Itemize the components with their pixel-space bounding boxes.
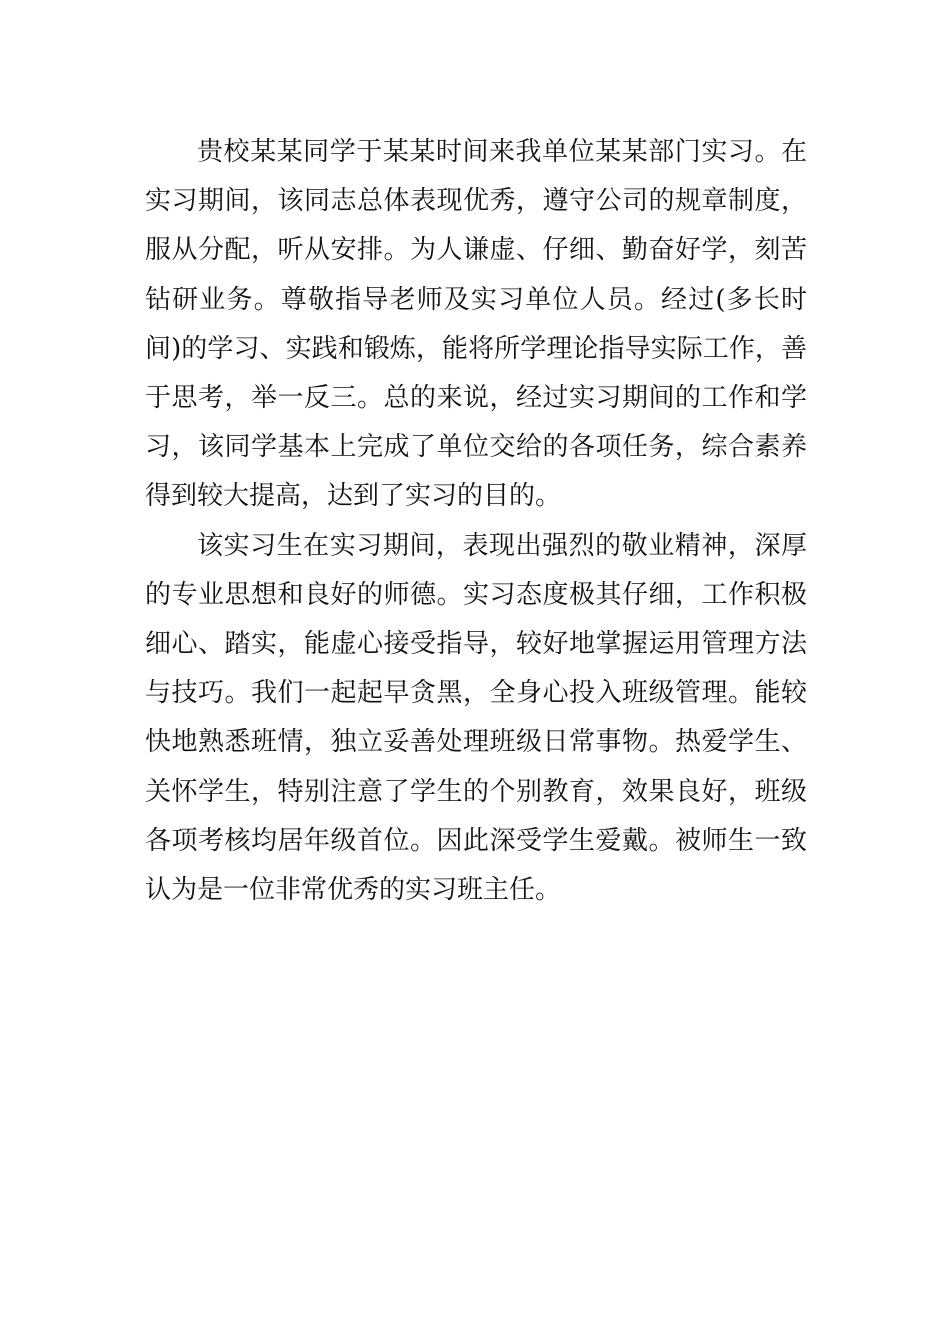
- paragraph-1: 贵校某某同学于某某时间来我单位某某部门实习。在实习期间，该同志总体表现优秀，遵守公司的规章制度，服从分配，听从安排。为人谦虚、仔细、勤奋好学，刻苦钻研业务。尊敬指导老师及实习单位人员。经过(多长时间)的学习、实践和锻炼，能将所学理论指导实际工作，善于思考，举一反三。总的来说，经过实习期间的工作和学习，该同学基本上完成了单位交给的各项任务，综合素养得到较大提高，达到了实习的目的。: [145, 137, 807, 512]
- paragraph-2: 该实习生在实习期间，表现出强烈的敬业精神，深厚的专业思想和良好的师德。实习态度极其仔细，工作积极细心、踏实，能虚心接受指导，较好地掌握运用管理方法与技巧。我们一起起早贪黑，全身心投入班级管理。能较快地熟悉班情，独立妥善处理班级日常事物。热爱学生、关怀学生，特别注意了学生的个别教育，效果良好，班级各项考核均居年级首位。因此深受学生爱戴。被师生一致认为是一位非常优秀的实习班主任。: [145, 530, 807, 906]
- document-body: [145, 128, 807, 915]
